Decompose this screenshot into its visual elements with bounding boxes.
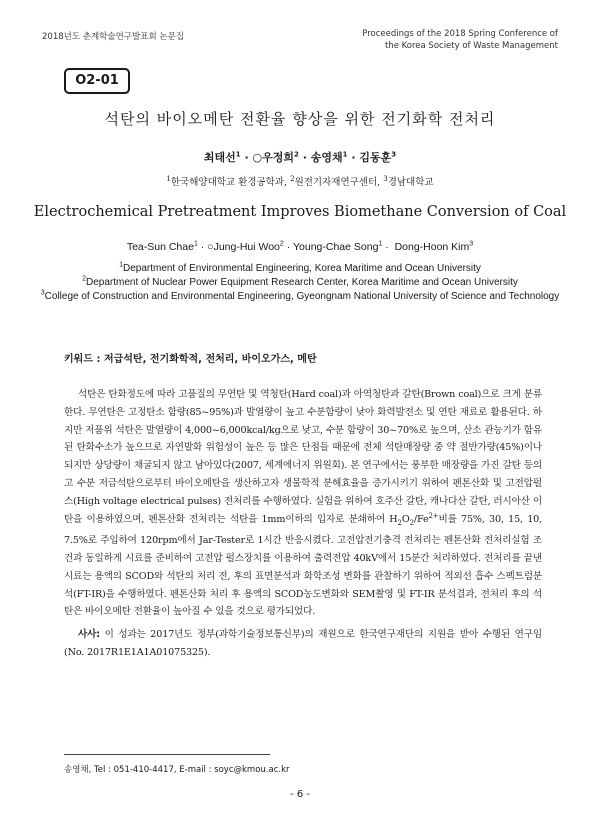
author: 김동훈$^3$ bbox=[359, 150, 397, 164]
keywords bbox=[64, 350, 317, 365]
acknowledgement-label: 사사: bbox=[78, 629, 100, 640]
author: 송영채$^1$ bbox=[310, 150, 348, 164]
paper-code-badge: O2-01 bbox=[64, 68, 130, 94]
author: Young-Chae Song$^1$ bbox=[292, 240, 383, 253]
footnote-divider bbox=[64, 754, 270, 755]
running-header-right-line1: Proceedings of the 2018 Spring Conference of bbox=[362, 29, 558, 39]
corresponding-author-footnote: 송영채, Tel : 051-410-4417, E-mail : soyc@kmou.ac.kr bbox=[64, 765, 290, 775]
korean-title: 석탄의 바이오메탄 전환율 향상을 위한 전기화학 전처리 bbox=[104, 110, 496, 128]
affiliation: $^1$Department of Environmental Engineering, Korea Maritime and Ocean University bbox=[119, 261, 481, 274]
keywords-text: 저급석탄, 전기화학적, 전처리, 바이오가스, 메탄 bbox=[103, 354, 317, 365]
affiliation: $^3$College of Construction and Environmental Engineering, Gyeongnam National University of Science and Technology bbox=[40, 289, 560, 302]
running-header-right-line2: the Korea Society of Waste Management bbox=[384, 41, 558, 51]
acknowledgement-text: 이 성과는 2017년도 정부(과학기술정보통신부)의 재원으로 한국연구재단의 지원을 받아 수행된 연구임(No. 2017R1E1A1A01075325). bbox=[64, 629, 542, 658]
acknowledgement bbox=[64, 626, 542, 662]
english-affiliations bbox=[40, 262, 560, 304]
author: ○Jung-Hui Woo$^2$ bbox=[207, 240, 284, 253]
korean-authors: 최태선$^1$ · ○우정희$^2$ · 송영채$^1$ · 김동훈$^3$ bbox=[203, 150, 397, 164]
page-number: - 6 - bbox=[290, 789, 310, 800]
author: Dong-Hoon Kim$^3$ bbox=[394, 240, 474, 253]
running-header-left: 2018년도 춘계학술연구발표회 논문집 bbox=[42, 32, 184, 42]
affiliation: $^2$Department of Nuclear Power Equipment Research Center, Korea Maritime and Ocean University bbox=[82, 275, 518, 288]
english-authors: Tea-Sun Chae$^1$ · ○Jung-Hui Woo$^2$ · Young-Chae Song$^1$ · Dong-Hoon Kim$^3$ bbox=[126, 240, 474, 253]
korean-affiliations: $^1$한국해양대학교 환경공학과, $^2$원전기자재연구센터, $^3$경남대학교 bbox=[166, 174, 434, 188]
author: ○우정희$^2$ bbox=[252, 150, 299, 164]
english-title: Electrochemical Pretreatment Improves Biomethane Conversion of Coal bbox=[33, 204, 567, 220]
running-header-right bbox=[298, 28, 558, 52]
abstract-body: 석탄은 탄화정도에 따라 고품질의 무연탄 및 역청탄(Hard coal)과 아역청탄과 갈탄(Brown coal)으로 크게 분류한다. 무연탄은 고정탄소 함량(85~95%)과 발열량이 높고 수분함량이 낮아 화력발전소 및 연탄 재료로 활용된다. 하지만 저품위 석탄은 발열량이 4,000~6,000kcal/kg으로 낮고, 수분 함량이 30~70%로 높으며, 산소 관능기가 함유된 탄화수소가 높으므로 자연발화 위험성이 높은 등 많은 단점들 때문에 전체 석탄매장량 중 약 절반가량(45%)이나 되지만 상당량이 채굴되지 않고 남아있다(2007, 세계에너지 위원회). 본 연구에서는 풍부한 매장량을 가진 갈탄 등의 고 수분 저급석탄으로부터 바이오메탄을 생산하고자 생물학적 분해효율을 증가시키기 위하여 펜톤산화 및 고전압펄스(High voltage electrical pulses) 전처리를 수행하였다. 실험을 위하여 호주산 갈탄, 캐나다산 갈탄, 러시아산 이탄을 이용하였으며, 펜톤산화 전처리는 석탄을 1mm이하의 입자로 분쇄하여 $H_2O_2/Fe^{2+}$비를 75%, 30, 15, 10, 7.5%로 주입하여 120rpm에서 Jar-Tester로 1시간 반응시켰다. 고전압전기충격 전처리는 펜톤산화 전처리실험 조건과 동일하게 시료를 준비하여 고전압 펄스장치를 이용하여 출력전압 40kV에서 15분간 처리하였다. 전처리를 끝낸 시료는 용액의 SCOD와 석탄의 처리 전, 후의 표면분석과 화학조성 변화를 관찰하기 위하여 적외선 흡수 스펙트럼분석(FT-IR)을 수행하였다. 펜톤산화 처리 후 용액의 SCOD농도변화와 SEM촬영 및 FT-IR 분석결과, 전처리 후의 석탄은 바이오메탄 전환율이 높아질 수 있을 것으로 평가되었다. bbox=[64, 389, 543, 618]
author: 최태선$^1$ bbox=[203, 150, 241, 164]
keywords-label: 키워드 : bbox=[64, 354, 101, 365]
author: Tea-Sun Chae$^1$ bbox=[126, 240, 198, 253]
